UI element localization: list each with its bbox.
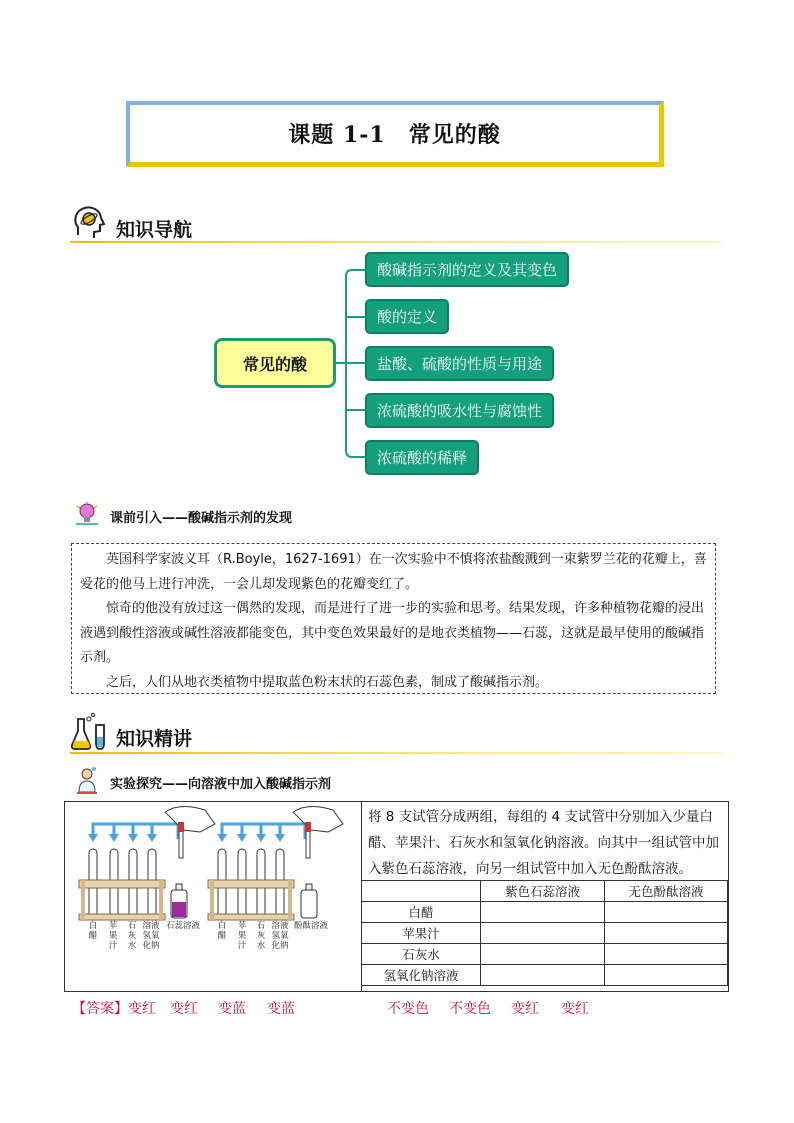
bulb-icon — [74, 502, 100, 526]
experiment-description: 将 8 支试管分成两组，每组的 4 支试管中分别加入少量白醋、苹果汁、石灰水和氢氧化钠溶液。向其中一组试管中加入紫色石蕊溶液，向另一组试管中加入无色酚酞溶液。 — [368, 809, 719, 877]
section-divider — [70, 752, 722, 754]
table-cell — [605, 923, 728, 944]
flask-icon — [70, 713, 108, 751]
tube-label: 苹果汁 — [237, 921, 247, 951]
table-header-blank — [362, 881, 481, 902]
intro-paragraph: 惊奇的他没有放过这一偶然的发现，而是进行了进一步的实验和思考。结果发现，许多种植物花瓣的浸出液遇到酸性溶液或碱性溶液都能变色，其中变色效果最好的是地衣类植物——石蕊，这就是最早使用的酸碱指示剂。 — [80, 601, 705, 665]
experiment-table — [64, 801, 729, 992]
bottle-label-phenol: 酚酞溶液 — [293, 921, 328, 931]
table-row — [362, 923, 728, 944]
row-label: 氢氧化钠溶液 — [362, 965, 481, 986]
table-row — [362, 965, 728, 986]
row-label: 石灰水 — [362, 944, 481, 965]
intro-heading: 课前引入——酸碱指示剂的发现 — [110, 511, 293, 526]
table-header-litmus: 紫色石蕊溶液 — [481, 881, 605, 902]
intro-box — [71, 543, 716, 694]
table-row — [362, 902, 728, 923]
bottle-label-litmus: 石蕊溶液 — [165, 921, 200, 931]
result-table — [361, 880, 728, 986]
mindmap-connectors — [330, 260, 370, 470]
tube-label: 石灰水 — [256, 921, 266, 951]
mindmap-item-properties: 盐酸、硫酸的性质与用途 — [365, 346, 554, 381]
tube-label: 溶液氢氧化钠 — [142, 921, 160, 951]
table-cell — [481, 923, 605, 944]
title-banner — [126, 101, 664, 167]
row-label: 白醋 — [362, 902, 481, 923]
answer-value: 不变色 — [449, 1001, 491, 1017]
answer-value: 变红 — [561, 1001, 589, 1017]
mindmap-item-indicator: 酸碱指示剂的定义及其变色 — [365, 252, 569, 287]
experiment-figure — [65, 802, 362, 991]
table-cell — [481, 902, 605, 923]
scientist-icon — [74, 766, 100, 794]
mindmap-item-dilution: 浓硫酸的稀释 — [365, 440, 479, 475]
answer-value: 变红 — [170, 1001, 198, 1017]
answer-value: 变红 — [128, 1001, 156, 1017]
tube-label: 石灰水 — [127, 921, 137, 951]
experiment-heading: 实验探究——向溶液中加入酸碱指示剂 — [110, 777, 332, 792]
section-title-nav: 知识导航 — [116, 219, 193, 241]
answer-label: 【答案】 — [72, 1001, 128, 1017]
tube-label: 白醋 — [217, 921, 227, 941]
mindmap-item-acid-definition: 酸的定义 — [365, 299, 449, 334]
page-title: 课题 1-1 常见的酸 — [288, 122, 501, 148]
answer-value: 变蓝 — [267, 1001, 295, 1017]
answer-line — [72, 998, 589, 1018]
table-cell — [605, 965, 728, 986]
answer-value: 变蓝 — [218, 1001, 246, 1017]
mindmap-root: 常见的酸 — [214, 338, 336, 388]
table-cell — [605, 902, 728, 923]
tube-label: 苹果汁 — [108, 921, 118, 951]
mindmap-item-sulfuric: 浓硫酸的吸水性与腐蚀性 — [365, 393, 554, 428]
intro-paragraph: 英国科学家波义耳（R.Boyle，1627-1691）在一次实验中不慎将浓盐酸溅到一束紫罗兰花的花瓣上，喜爱花的他马上进行冲洗，一会儿却发现紫色的花瓣变红了。 — [80, 552, 707, 592]
answer-value: 变红 — [511, 1001, 539, 1017]
section-divider — [70, 241, 722, 243]
tube-label: 白醋 — [88, 921, 98, 941]
section-title-explain: 知识精讲 — [116, 728, 193, 750]
nav-section-icon — [72, 205, 106, 241]
table-cell — [481, 965, 605, 986]
test-tube-illustration — [65, 802, 361, 992]
table-row — [362, 944, 728, 965]
table-cell — [605, 944, 728, 965]
table-header-phenol: 无色酚酞溶液 — [605, 881, 728, 902]
row-label: 苹果汁 — [362, 923, 481, 944]
table-cell — [481, 944, 605, 965]
tube-label: 溶液氢氧化钠 — [271, 921, 289, 951]
intro-paragraph: 之后，人们从地衣类植物中提取蓝色粉末状的石蕊色素，制成了酸碱指示剂。 — [106, 674, 549, 690]
answer-value: 不变色 — [387, 1001, 429, 1017]
